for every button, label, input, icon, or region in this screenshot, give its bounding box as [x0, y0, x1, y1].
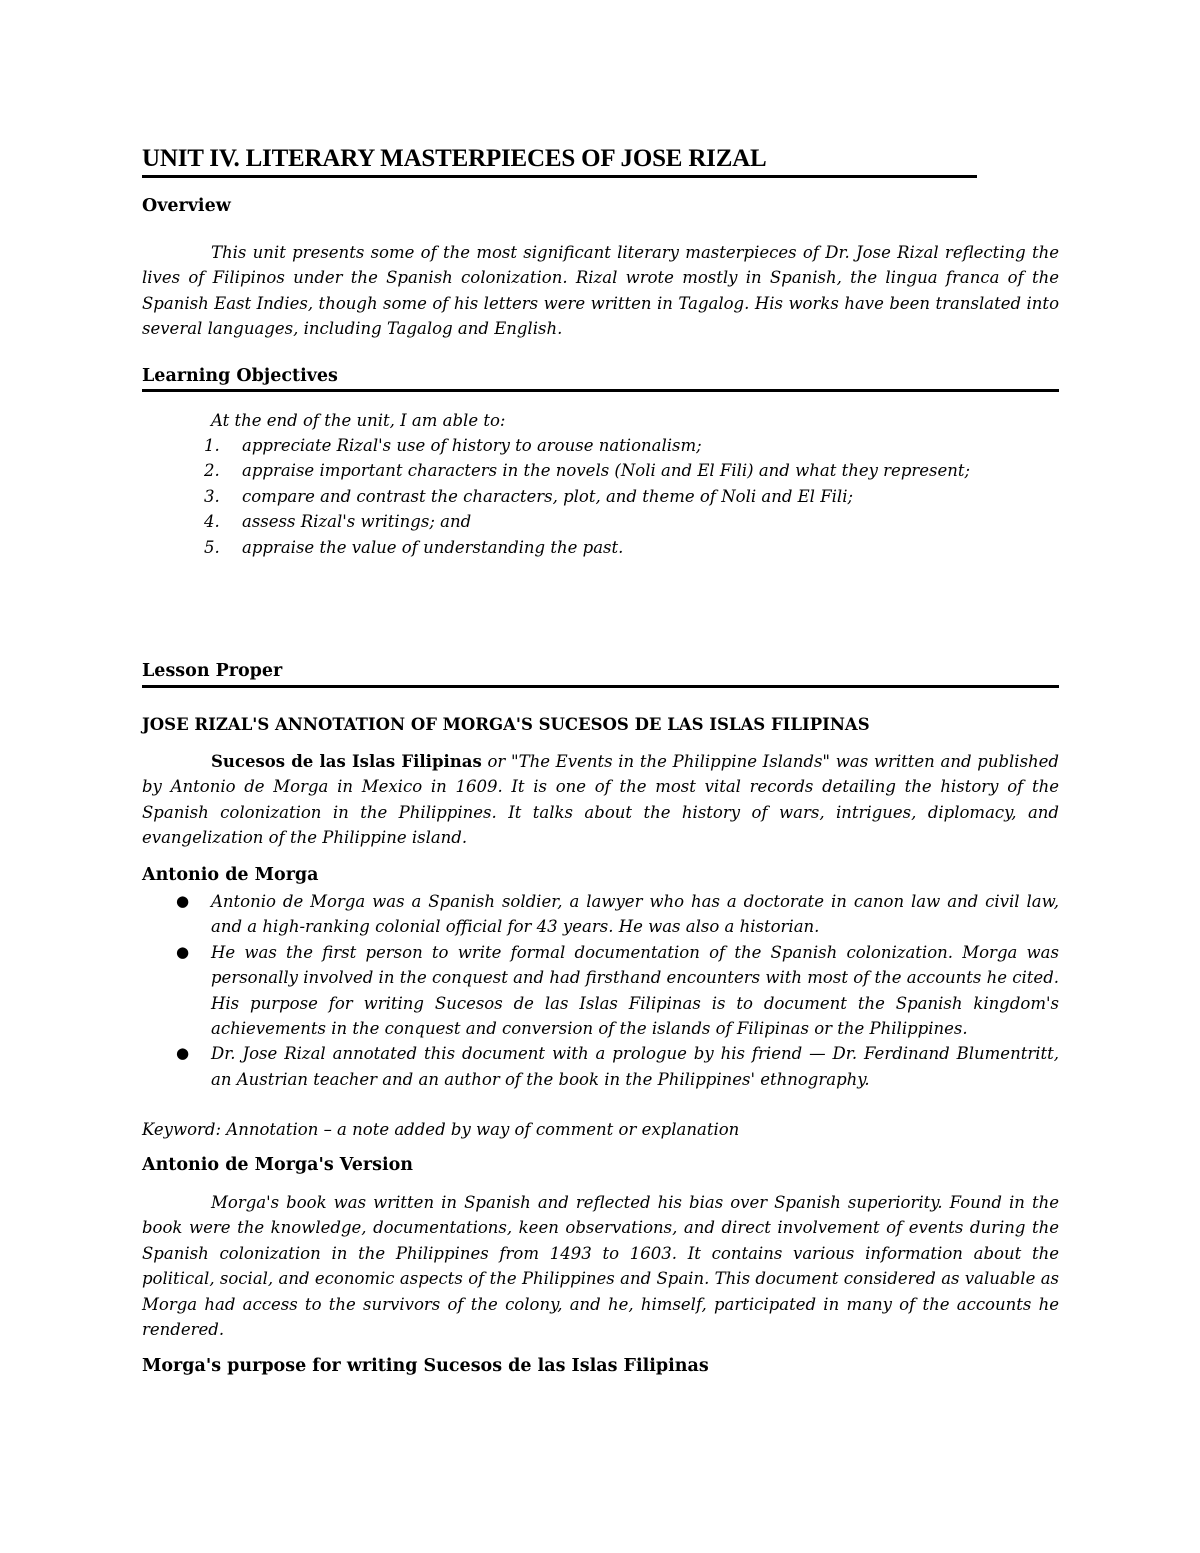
- bullet-icon: ●: [176, 942, 190, 961]
- objective-text: appreciate Rizal's use of history to arouse nationalism;: [242, 436, 702, 455]
- unit-title: UNIT IV. LITERARY MASTERPIECES OF JOSE RIZAL: [142, 145, 767, 172]
- list-item: [142, 889, 1059, 940]
- bullet-text: Dr. Jose Rizal annotated this document with a prologue by his friend — Dr. Ferdinand Blumentritt, an Austrian teacher and an author of the book in the Philippines' ethnography.: [211, 1044, 1059, 1089]
- lesson-proper-rule: [142, 685, 1059, 688]
- bullet-text: Antonio de Morga was a Spanish soldier, a lawyer who has a doctorate in canon law and civil law, and a high-ranking colonial official for 43 years. He was also a historian.: [211, 892, 1059, 937]
- list-item: [142, 1041, 1059, 1092]
- objective-item: [204, 433, 970, 458]
- objective-number: 4.: [204, 512, 220, 532]
- objective-text: appraise important characters in the novels (Noli and El Fili) and what they represent;: [242, 461, 971, 481]
- objective-number: 1.: [204, 436, 220, 455]
- objectives-intro: At the end of the unit, I am able to:: [211, 411, 506, 430]
- keyword-definition: Keyword: Annotation – a note added by way of comment or explanation: [142, 1120, 740, 1139]
- objective-item: [204, 458, 971, 483]
- sucesos-intro-paragraph: [142, 749, 1059, 851]
- objective-number: 2.: [204, 461, 220, 481]
- lesson-proper-heading: Lesson Proper: [142, 661, 283, 681]
- objectives-list: [204, 433, 971, 560]
- morga-bullet-list: [142, 889, 1059, 1092]
- sucesos-title: Sucesos de las Islas Filipinas: [211, 752, 482, 771]
- objective-text: assess Rizal's writings; and: [242, 512, 472, 532]
- bullet-text: He was the first person to write formal documentation of the Spanish colonization. Morga was personally involved in the conquest and had firsthand encounters with most of the accounts he cited. His purpose for writing Sucesos de las Islas Filipinas is to document the Spanish kingdom's achievements in the conquest and conversion of the islands of Filipinas or the Philippines.: [211, 942, 1059, 1039]
- objective-number: 5.: [204, 537, 220, 557]
- objective-item: [204, 484, 970, 509]
- overview-heading: Overview: [142, 196, 231, 216]
- objective-text: appraise the value of understanding the past.: [242, 537, 624, 557]
- list-item: [142, 940, 1059, 1042]
- title-underline: [142, 175, 977, 178]
- bullet-icon: ●: [176, 892, 190, 910]
- overview-paragraph: This unit presents some of the most significant literary masterpieces of Dr. Jose Rizal reflecting the lives of Filipinos under the Spanish colonization. Rizal wrote mostly in Spanish, the lingua franca of the Spanish East Indies, though some of his letters were written in Tagalog. His works have been translated into several languages, including Tagalog and English.: [142, 243, 1059, 339]
- objective-item: [204, 535, 970, 560]
- bullet-icon: ●: [176, 1044, 190, 1063]
- objective-item: [204, 509, 970, 534]
- sucesos-intro-text: or "The Events in the Philippine Islands" was written and published by Antonio de Morga in Mexico in 1609. It is one of the most vital records detailing the history of the Spanish colonization in the Philippines. It talks about the history of wars, intrigues, diplomacy, and evangelization of the Philippine island.: [142, 752, 1059, 848]
- objective-text: compare and contrast the characters, plot, and theme of Noli and El Fili;: [242, 486, 854, 506]
- learning-objectives-rule: [142, 389, 1059, 392]
- section-title: JOSE RIZAL'S ANNOTATION OF MORGA'S SUCESOS DE LAS ISLAS FILIPINAS: [142, 715, 870, 734]
- objective-number: 3.: [204, 486, 220, 506]
- learning-objectives-heading: Learning Objectives: [142, 366, 338, 386]
- morga-version-heading: Antonio de Morga's Version: [142, 1155, 414, 1175]
- morga-heading: Antonio de Morga: [142, 865, 319, 885]
- morga-purpose-heading: Morga's purpose for writing Sucesos de las Islas Filipinas: [142, 1356, 709, 1376]
- morga-version-paragraph: Morga's book was written in Spanish and reflected his bias over Spanish superiority. Found in the book were the knowledge, documentations, keen observations, and direct involvement of events during the Spanish colonization in the Philippines from 1493 to 1603. It contains various information about the political, social, and economic aspects of the Philippines and Spain. This document considered as valuable as Morga had access to the survivors of the colony, and he, himself, participated in many of the accounts he rendered.: [142, 1193, 1059, 1340]
